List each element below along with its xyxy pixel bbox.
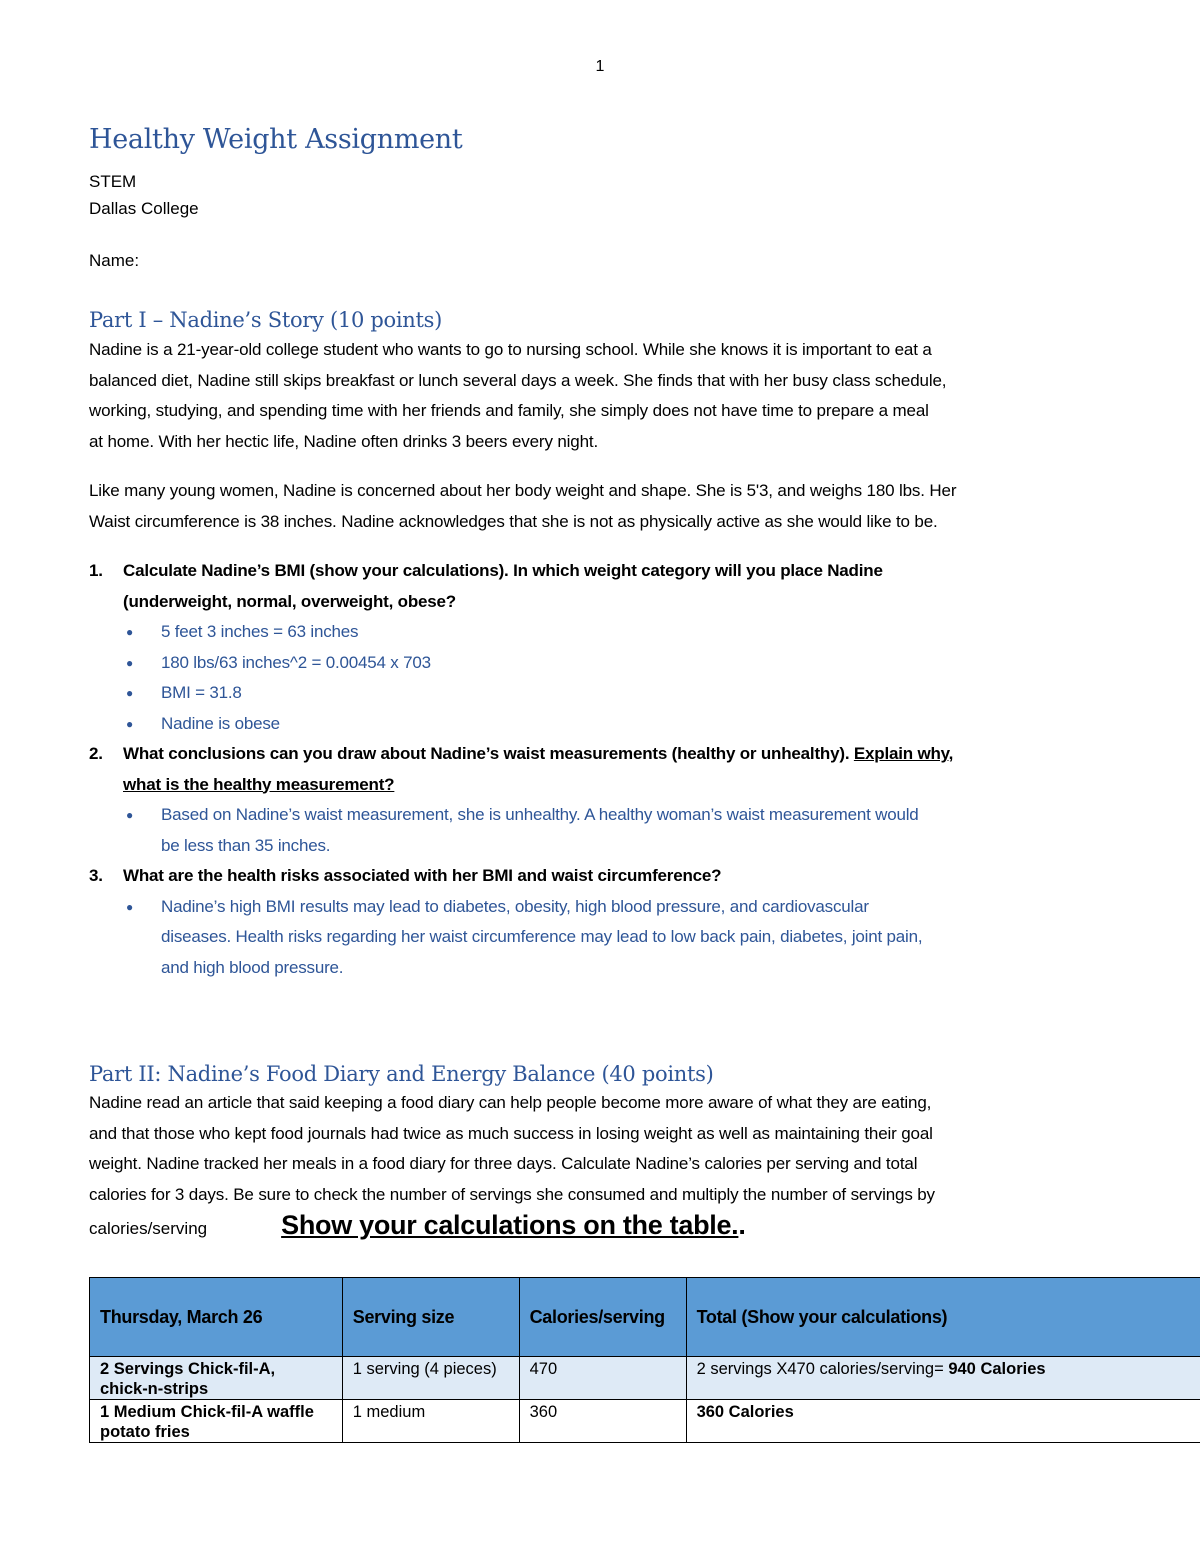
text-line: balanced diet, Nadine still skips breakfast or lunch several days a week. She finds that with her busy class schedule,: [89, 370, 947, 390]
part2-paragraph: [89, 1088, 1119, 1210]
document-body: [89, 124, 1119, 1241]
part1-paragraph-2: [89, 476, 1119, 537]
meta-department: STEM: [89, 172, 137, 191]
question-number: 1.: [89, 561, 103, 580]
table-header-row: [90, 1278, 1200, 1357]
calc-instruction-line: [89, 1210, 1119, 1241]
question-text-underlined: what is the healthy measurement?: [123, 774, 395, 794]
text-line: calories for 3 days. Be sure to check the number of servings she consumed and multiply the number of servings by: [89, 1184, 935, 1204]
answer-item: [89, 800, 1119, 861]
bullet-icon: ●: [126, 899, 134, 914]
answer-item: [89, 709, 1119, 740]
text-line: 2 Servings Chick-fil-A,: [100, 1360, 276, 1378]
text-line: 1 Medium Chick-fil-A waffle: [100, 1403, 314, 1421]
header-total: Total (Show your calculations): [686, 1278, 1200, 1357]
total-cell: [686, 1400, 1200, 1443]
question-text: [123, 861, 1119, 892]
text-line: What are the health risks associated with her BMI and waist circumference?: [123, 866, 722, 885]
text-line: Nadine read an article that said keeping a food diary can help people become more aware of what they are eating,: [89, 1093, 932, 1112]
text-line: Like many young women, Nadine is concerned about her body weight and shape. She is 5'3, and weighs 180 lbs. Her: [89, 481, 957, 500]
answer-list: [89, 617, 1119, 739]
text-line: at home. With her hectic life, Nadine often drinks 3 beers every night.: [89, 431, 599, 451]
question-2: [89, 739, 1119, 861]
question-text-plain: What conclusions can you draw about Nadine’s waist measurements (healthy or unhealthy).: [123, 744, 854, 763]
text-line: and that those who kept food journals had twice as much success in losing weight as well as maintaining their goal: [89, 1123, 933, 1143]
total-calories: 940 Calories: [948, 1360, 1046, 1378]
total-calc-text: 2 servings X470 calories/serving=: [696, 1360, 949, 1378]
text-line: potato fries: [100, 1423, 190, 1441]
question-text: [123, 739, 1119, 800]
answer-text: 180 lbs/63 inches^2 = 0.00454 x 703: [161, 652, 431, 672]
answer-text: [161, 892, 1119, 984]
bullet-icon: ●: [126, 808, 134, 822]
header-day: Thursday, March 26: [90, 1278, 343, 1357]
header-calories-per-serving: Calories/serving: [519, 1278, 686, 1357]
food-item-cell: [90, 1400, 343, 1443]
answer-item: [89, 617, 1119, 648]
answer-text: Nadine is obese: [161, 713, 280, 733]
answer-item: [89, 892, 1119, 984]
page-number: 1: [595, 58, 605, 75]
text-line: (underweight, normal, overweight, obese?: [123, 591, 456, 611]
text-line: Waist circumference is 38 inches. Nadine acknowledges that she is not as physically active as she would like to be.: [89, 511, 938, 531]
text-line: weight. Nadine tracked her meals in a food diary for three days. Calculate Nadine’s calories per serving and total: [89, 1154, 918, 1173]
show-calculations-tail: .: [738, 1210, 746, 1240]
answer-item: [89, 678, 1119, 709]
text-line: Nadine’s high BMI results may lead to diabetes, obesity, high blood pressure, and cardiovascular: [161, 896, 869, 916]
text-line: [123, 770, 1119, 801]
name-label: Name:: [89, 251, 140, 270]
document-meta: [89, 168, 1119, 274]
part2-heading: Part II: Nadine’s Food Diary and Energy Balance (40 points): [89, 1062, 714, 1086]
show-calculations-instruction: Show your calculations on the table.: [281, 1210, 739, 1240]
total-cell: [686, 1357, 1200, 1400]
text-line: calories/serving: [89, 1219, 208, 1238]
question-number: 3.: [89, 866, 103, 885]
serving-size-cell: 1 medium: [342, 1400, 519, 1443]
answer-list: [89, 892, 1119, 984]
question-text: [123, 556, 1119, 617]
calories-cell: 470: [519, 1357, 686, 1400]
answer-text: 5 feet 3 inches = 63 inches: [161, 622, 359, 641]
question-number: 2.: [89, 744, 103, 763]
header-serving-size: Serving size: [342, 1278, 519, 1357]
text-line: chick-n-strips: [100, 1380, 209, 1398]
meta-institution: Dallas College: [89, 199, 199, 218]
text-line: be less than 35 inches.: [161, 835, 331, 855]
text-line: and high blood pressure.: [161, 957, 344, 977]
serving-size-cell: 1 serving (4 pieces): [342, 1357, 519, 1400]
food-diary-table: [89, 1277, 1200, 1443]
text-line: working, studying, and spending time with her friends and family, she simply does not have time to prepare a meal: [89, 401, 929, 420]
bullet-icon: ●: [126, 716, 134, 731]
table-row: [90, 1357, 1200, 1400]
bullet-icon: ●: [126, 625, 134, 639]
part1-paragraph-1: [89, 335, 1119, 457]
question-1: [89, 556, 1119, 739]
answer-text: BMI = 31.8: [161, 683, 242, 702]
text-line: Nadine is a 21-year-old college student who wants to go to nursing school. While she knows it is important to eat a: [89, 340, 932, 359]
document-title: Healthy Weight Assignment: [89, 124, 463, 155]
part1-heading: Part I – Nadine’s Story (10 points): [89, 308, 443, 332]
calories-cell: 360: [519, 1400, 686, 1443]
bullet-icon: ●: [126, 686, 134, 700]
answer-item: [89, 648, 1119, 679]
text-line: Based on Nadine’s waist measurement, she is unhealthy. A healthy woman’s waist measurement would: [161, 805, 919, 824]
table-row: [90, 1400, 1200, 1443]
question-list: [89, 556, 1119, 983]
food-item-cell: [90, 1357, 343, 1400]
bullet-icon: ●: [126, 655, 134, 670]
answer-text: [161, 800, 1119, 861]
text-line: Calculate Nadine’s BMI (show your calculations). In which weight category will you place Nadine: [123, 561, 883, 580]
total-calories: 360 Calories: [696, 1403, 794, 1421]
text-line: [123, 739, 1119, 770]
question-3: [89, 861, 1119, 983]
question-text-underlined: Explain why,: [853, 744, 954, 763]
text-line: diseases. Health risks regarding her waist circumference may lead to low back pain, diabetes, joint pain,: [161, 927, 923, 946]
answer-list: [89, 800, 1119, 861]
